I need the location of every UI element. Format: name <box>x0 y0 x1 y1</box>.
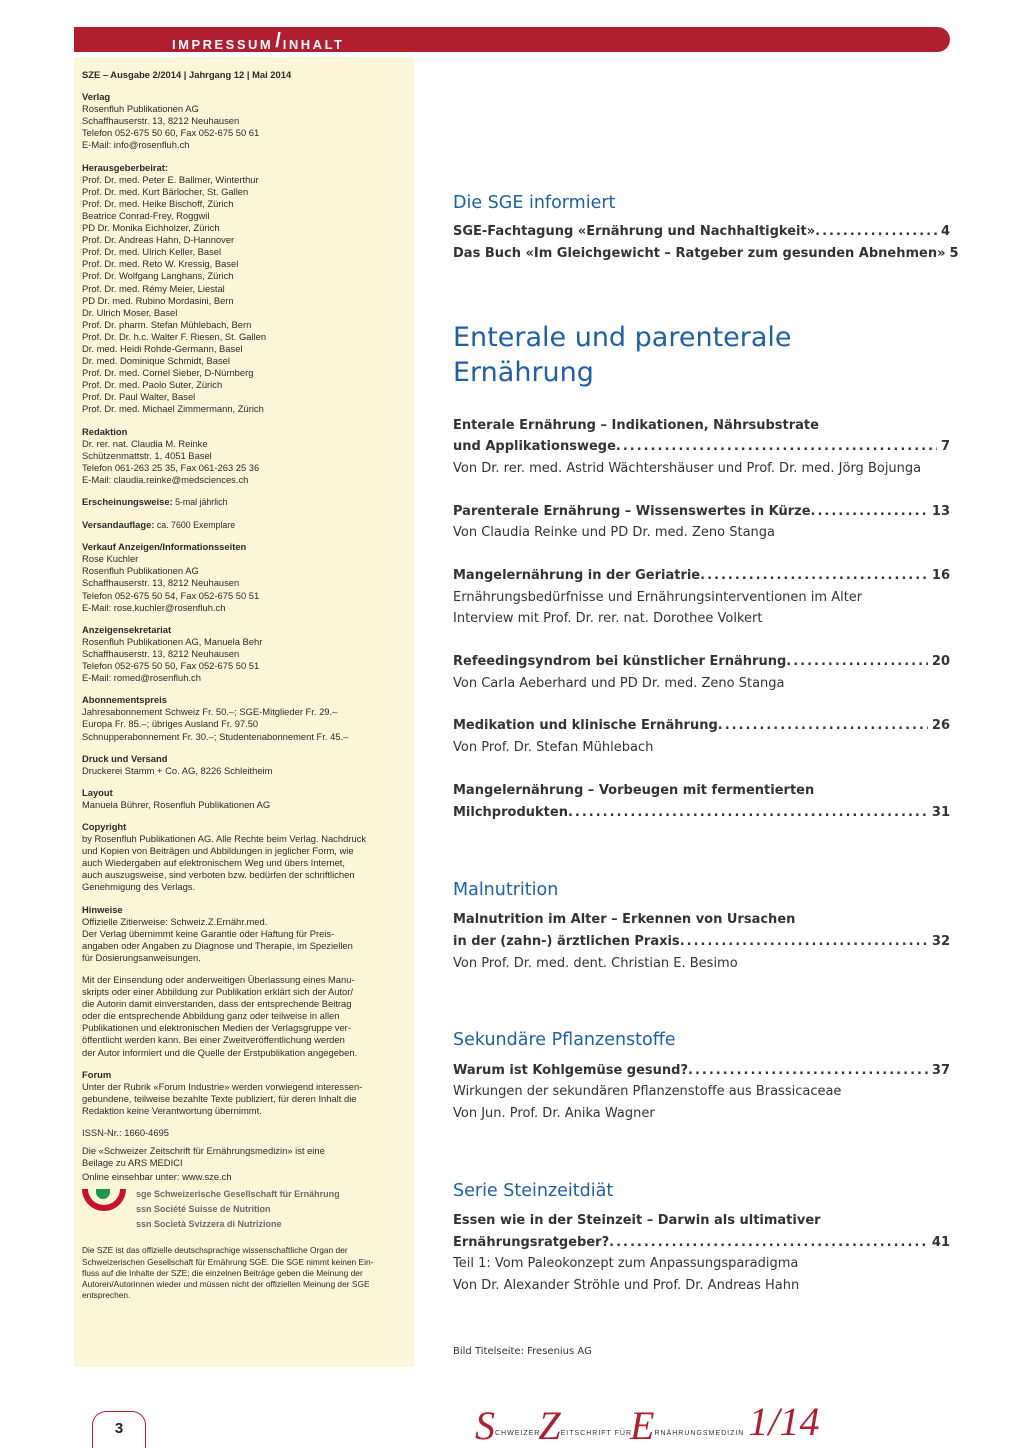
section-title-malnutrition: Malnutrition <box>453 880 559 900</box>
toc-entry-a1-line1: Enterale Ernährung – Indikationen, Nährsubstrate <box>453 418 819 433</box>
toc-title: Das Buch «Im Gleichgewicht – Ratgeber zum gesunden Abnehmen» <box>453 246 946 261</box>
sge-logo-line: sge Schweizerische Gesellschaft für Ernährung <box>136 1189 340 1200</box>
beirat-line: Prof. Dr. med. Ulrich Keller, Basel <box>82 246 222 258</box>
copyright-line: und Kopien von Beiträgen und Abbildungen in jeglicher Form, wie <box>82 845 354 857</box>
toc-page: 41 <box>931 1235 950 1250</box>
beirat-line: PD Dr. Monika Eichholzer, Zürich <box>82 222 220 234</box>
wordmark-s-rest: CHWEIZER <box>495 1430 541 1437</box>
beirat-line: Prof. Dr. med. Heike Bischoff, Zürich <box>82 197 234 209</box>
forum-line: gebundene, teilweise bezahlte Texte publiziert, für deren Inhalt die <box>82 1092 357 1104</box>
forum-block <box>82 1069 408 1117</box>
redaktion-label: Redaktion <box>82 425 128 437</box>
beirat-line: Dr. med. Heidi Rohde-Germann, Basel <box>82 342 243 354</box>
beirat-line: Prof. Dr. med. Rémy Meier, Liestal <box>82 282 225 294</box>
toc-title: in der (zahn-) ärztlichen Praxis <box>453 934 680 949</box>
verlag-label: Verlag <box>82 91 111 103</box>
beirat-line: Beatrice Conrad-Frey, Roggwil <box>82 209 210 221</box>
section-title-enteral-2: Ernährung <box>453 357 594 388</box>
einsendung-line: Publikationen und elektronischen Medien der Verlagsgruppe ver- <box>82 1022 351 1034</box>
versandauflage-label: Versandauflage: <box>82 518 155 530</box>
redaktion-line: Telefon 061-263 25 35, Fax 061-263 25 36 <box>82 461 260 473</box>
wordmark-z-rest: EITSCHRIFT FÜR <box>560 1430 633 1437</box>
sekretariat-line: Schaffhauserstr. 13, 8212 Neuhausen <box>82 647 240 659</box>
einsendung-line: öffentlicht werden kann. Bei einer Zweitveröffentlichung werden <box>82 1034 345 1046</box>
verlag-line: E-Mail: info@rosenfluh.ch <box>82 139 190 151</box>
abo-block <box>82 694 408 742</box>
disclaimer-line: Die SZE ist das offizielle deutschsprachige wissenschaftliche Organ der <box>82 1245 348 1256</box>
hinweis-label: Hinweise <box>82 903 123 915</box>
toc-author: Von Dr. rer. med. Astrid Wächtershäuser und Prof. Dr. med. Jörg Bojunga <box>453 461 922 476</box>
section-title-steinzeit: Serie Steinzeitdiät <box>453 1181 614 1201</box>
beirat-line: Prof. Dr. Wolfgang Langhans, Zürich <box>82 270 234 282</box>
section-header-bar <box>74 27 950 52</box>
toc-subtitle: Wirkungen der sekundären Pflanzenstoffe aus Brassicaceae <box>453 1084 842 1099</box>
einsendung-line: skripts oder einer Abbildung zur Publikation erklärt sich der Autor/ <box>82 986 353 998</box>
beirat-line: Prof. Dr. med. Cornel Sieber, D-Nürnberg <box>82 367 254 379</box>
einsendung-line: der Autor informiert und die Quelle der Erstpublikation angegeben. <box>82 1046 358 1058</box>
toc-title: Mangelernährung in der Geriatrie <box>453 568 701 583</box>
sge-logo-line: ssn Società Svizzera di Nutrizione <box>136 1219 282 1230</box>
toc-author: Von Dr. Alexander Ströhle und Prof. Dr. Andreas Hahn <box>453 1278 800 1293</box>
toc-entry-a6[interactable] <box>453 805 950 820</box>
online-block <box>82 1171 408 1183</box>
verlag-line: Rosenfluh Publikationen AG <box>82 103 199 115</box>
sekretariat-label: Anzeigensekretariat <box>82 623 172 635</box>
druck-block <box>82 753 408 777</box>
toc-page: 31 <box>931 805 950 820</box>
toc-title: Warum ist Kohlgemüse gesund? <box>453 1063 689 1078</box>
toc-title: Milchprodukten <box>453 805 568 820</box>
beirat-line: Prof. Dr. med. Michael Zimmermann, Zürich <box>82 403 264 415</box>
beirat-block <box>82 162 408 416</box>
copyright-line: auch Wiedergaben auf elektronischem Weg und übers Internet, <box>82 857 346 869</box>
abo-label: Abonnementspreis <box>82 694 167 706</box>
section-title-enteral-1: Enterale und parenterale <box>453 322 792 353</box>
beilage-block <box>82 1145 408 1169</box>
beirat-line: Dr. Ulrich Moser, Basel <box>82 306 178 318</box>
verlag-line: Telefon 052-675 50 60, Fax 052-675 50 61 <box>82 127 260 139</box>
toc-leader <box>688 1063 928 1078</box>
sekretariat-line: Telefon 052-675 50 50, Fax 052-675 50 51 <box>82 660 260 672</box>
beirat-line: Prof. Dr. Dr. h.c. Walter F. Riesen, St. Gallen <box>82 330 267 342</box>
einsendung-line: oder die entsprechende Abbildung ganz oder teilweise in allen <box>82 1010 340 1022</box>
verkauf-label: Verkauf Anzeigen/Informationsseiten <box>82 541 247 553</box>
erscheinungsweise-label: Erscheinungsweise: <box>82 496 173 507</box>
beirat-line: Prof. Dr. Andreas Hahn, D-Hannover <box>82 234 235 246</box>
toc-title: Ernährungsratgeber? <box>453 1235 610 1250</box>
redaktion-line: E-Mail: claudia.reinke@medsciences.ch <box>82 473 249 485</box>
section-header-text <box>172 32 345 55</box>
toc-author: Von Prof. Dr. Stefan Mühlebach <box>453 740 654 755</box>
wordmark-e-rest: RNÄHRUNGSMEDIZIN <box>654 1430 745 1437</box>
toc-title: Parenterale Ernährung – Wissenswertes in Kürze <box>453 504 811 519</box>
toc-subtitle: Ernährungsbedürfnisse und Ernährungsinterventionen im Alter <box>453 590 863 605</box>
abo-line: Jahresabonnement Schweiz Fr. 50.–; SGE-Mitglieder Fr. 29.– <box>82 706 338 718</box>
toc-author: Interview mit Prof. Dr. rer. nat. Dorothee Volkert <box>453 611 763 626</box>
toc-entry-a1[interactable] <box>453 439 950 454</box>
verkauf-line: Rosenfluh Publikationen AG <box>82 565 199 577</box>
erscheinungsweise-value: 5-mal jährlich <box>172 497 228 507</box>
toc-entry-sge-1[interactable] <box>453 224 950 239</box>
toc-page: 4 <box>940 224 950 239</box>
toc-entry-stein-line1: Essen wie in der Steinzeit – Darwin als ultimativer <box>453 1213 821 1228</box>
sge-disclaimer <box>82 1245 408 1301</box>
verkauf-block <box>82 541 408 614</box>
header-inhalt: INHALT <box>282 37 345 52</box>
copyright-line: Genehmigung des Verlags. <box>82 881 196 893</box>
verlag-line: Schaffhauserstr. 13, 8212 Neuhausen <box>82 115 240 127</box>
redaktion-line: Schützenmattstr. 1, 4051 Basel <box>82 449 212 461</box>
toc-entry-mal-line1: Malnutrition im Alter – Erkennen von Ursachen <box>453 912 796 927</box>
issue-number: 1/14 <box>748 1399 820 1444</box>
toc-entry-malnutrition[interactable] <box>453 934 950 949</box>
beirat-line: PD Dr. med. Rubino Mordasini, Bern <box>82 294 234 306</box>
toc-title: Refeedingsyndrom bei künstlicher Ernährung <box>453 654 787 669</box>
header-impressum: IMPRESSUM <box>172 37 274 52</box>
redaktion-line: Dr. rer. nat. Claudia M. Reinke <box>82 437 208 449</box>
toc-entry-sge-2[interactable] <box>453 246 959 261</box>
toc-author: Von Prof. Dr. med. dent. Christian E. Besimo <box>453 956 738 971</box>
toc-page: 7 <box>940 439 950 454</box>
disclaimer-line: fluss auf die Inhalte der SZE; die einzelnen Beiträge geben die Meinung der <box>82 1267 363 1278</box>
toc-leader <box>815 224 937 239</box>
layout-line: Manuela Bührer, Rosenfluh Publikationen AG <box>82 798 271 810</box>
toc-title: Medikation und klinische Ernährung <box>453 718 718 733</box>
verkauf-line: E-Mail: rose.kuchler@rosenfluh.ch <box>82 601 226 613</box>
toc-entry-a2[interactable] <box>453 504 950 519</box>
impressum-panel <box>74 57 414 1367</box>
sge-logo <box>82 1187 408 1233</box>
toc-entry-a4[interactable] <box>453 654 950 669</box>
toc-leader <box>680 934 928 949</box>
cover-caption: Bild Titelseite: Fresenius AG <box>453 1346 592 1357</box>
erscheinungsweise <box>82 496 408 509</box>
toc-page: 32 <box>931 934 950 949</box>
impressum-content <box>82 69 408 1301</box>
toc-leader <box>811 504 928 519</box>
einsendung-line: die Autorin damit einverstanden, dass der entsprechende Beitrag <box>82 998 352 1010</box>
toc-leader <box>700 568 928 583</box>
toc-entry-pflanzen[interactable] <box>453 1063 950 1078</box>
beilage-line: Beilage zu ARS MEDICI <box>82 1157 183 1169</box>
header-slash: / <box>275 30 281 52</box>
versandauflage-value: ca. 7600 Exemplare <box>154 519 236 530</box>
section-title-sge: Die SGE informiert <box>453 193 616 213</box>
sekretariat-line: E-Mail: romed@rosenfluh.ch <box>82 672 201 684</box>
redaktion-block <box>82 426 408 486</box>
disclaimer-line: Schweizerischen Gesellschaft für Ernährung SGE. Die SGE nimmt keinen Ein- <box>82 1256 374 1267</box>
beirat-line: Prof. Dr. med. Kurt Bärlocher, St. Gallen <box>82 185 249 197</box>
toc-page: 5 <box>949 246 959 261</box>
toc-leader <box>786 654 928 669</box>
hinweis-line: Offizielle Zitierweise: Schweiz.Z.Ernähr.med. <box>82 915 268 927</box>
copyright-line: by Rosenfluh Publikationen AG. Alle Rechte beim Verlag. Nachdruck <box>82 833 367 845</box>
beirat-line: Prof. Dr. med. Reto W. Kressig, Basel <box>82 258 239 270</box>
beirat-label: Herausgeberbeirat: <box>82 161 168 173</box>
sge-logo-line: ssn Société Suisse de Nutrition <box>136 1204 271 1215</box>
copyright-block <box>82 821 408 894</box>
einsendung-line: Mit der Einsendung oder anderweitigen Überlassung eines Manu- <box>82 974 355 985</box>
toc-entry-steinzeit[interactable] <box>453 1235 950 1250</box>
layout-label: Layout <box>82 786 113 798</box>
issn-block <box>82 1127 408 1139</box>
disclaimer-line: Autoren/Autorinnen wieder und müssen nicht der offiziellen Meinung der SGE <box>82 1279 370 1290</box>
verkauf-line: Schaffhauserstr. 13, 8212 Neuhausen <box>82 577 240 589</box>
page-number: 3 <box>92 1411 146 1448</box>
druck-line: Druckerei Stamm + Co. AG, 8226 Schleitheim <box>82 764 273 776</box>
toc-leader <box>616 439 937 454</box>
toc-page: 16 <box>931 568 950 583</box>
section-title-enteral <box>453 320 792 390</box>
toc-leader <box>609 1235 928 1250</box>
journal-wordmark <box>475 1398 819 1448</box>
toc-title: SGE-Fachtagung «Ernährung und Nachhaltigkeit» <box>453 224 816 239</box>
toc-author: Von Carla Aeberhard und PD Dr. med. Zeno Stanga <box>453 676 785 691</box>
sekretariat-block <box>82 624 408 684</box>
toc-page: 26 <box>931 718 950 733</box>
versandauflage <box>82 519 408 532</box>
abo-line: Europa Fr. 85.–; übriges Ausland Fr. 97.50 <box>82 718 259 730</box>
beirat-line: Prof. Dr. Paul Walter, Basel <box>82 391 196 403</box>
beirat-line: Dr. med. Dominique Schmidt, Basel <box>82 355 230 367</box>
forum-line: Unter der Rubrik «Forum Industrie» werden vorwiegend interessen- <box>82 1080 363 1092</box>
toc-leader <box>718 718 928 733</box>
druck-label: Druck und Versand <box>82 752 168 764</box>
forum-line: Redaktion keine Verantwortung übernimmt. <box>82 1104 262 1116</box>
wordmark-e: E <box>630 1403 655 1448</box>
copyright-label: Copyright <box>82 820 127 832</box>
issue-line-text: SZE – Ausgabe 2/2014 | Jahrgang 12 | Mai 2014 <box>82 69 292 80</box>
verkauf-line: Rose Kuchler <box>82 553 139 565</box>
toc-entry-a6-line1: Mangelernährung – Vorbeugen mit fermentierten <box>453 783 815 798</box>
toc-title: und Applikationswege <box>453 439 616 454</box>
layout-block <box>82 787 408 811</box>
disclaimer-line: entsprechen. <box>82 1290 131 1301</box>
section-title-pflanzenstoffe: Sekundäre Pflanzenstoffe <box>453 1030 676 1050</box>
toc-page: 13 <box>931 504 950 519</box>
beirat-line: Prof. Dr. med. Peter E. Ballmer, Winterthur <box>82 173 259 185</box>
toc-subtitle: Teil 1: Vom Paleokonzept zum Anpassungsparadigma <box>453 1256 799 1271</box>
hinweis-line: für Dosierungsanweisungen. <box>82 951 201 963</box>
online-line: Online einsehbar unter: www.sze.ch <box>82 1171 232 1183</box>
beilage-line: Die «Schweizer Zeitschrift für Ernährungsmedizin» ist eine <box>82 1145 325 1157</box>
sge-logo-text <box>136 1187 340 1232</box>
toc-entry-a5[interactable] <box>453 718 950 733</box>
hinweis-block <box>82 904 408 964</box>
toc-page: 20 <box>931 654 950 669</box>
toc-author: Von Jun. Prof. Dr. Anika Wagner <box>453 1106 655 1121</box>
toc-page: 37 <box>931 1063 950 1078</box>
abo-line: Schnupperabonnement Fr. 30.–; Studentenabonnement Fr. 45.– <box>82 730 349 742</box>
wordmark-z: Z <box>538 1403 561 1448</box>
sekretariat-line: Rosenfluh Publikationen AG, Manuela Behr <box>82 635 263 647</box>
issn-line: ISSN-Nr.: 1660-4695 <box>82 1127 170 1139</box>
toc-leader <box>568 805 928 820</box>
einsendung-block <box>82 974 408 1059</box>
toc-author: Von Claudia Reinke und PD Dr. med. Zeno Stanga <box>453 525 776 540</box>
forum-label: Forum <box>82 1068 112 1080</box>
verkauf-line: Telefon 052-675 50 54, Fax 052-675 50 51 <box>82 589 260 601</box>
beirat-line: Prof. Dr. med. Paolo Suter, Zürich <box>82 379 223 391</box>
beirat-line: Prof. Dr. pharm. Stefan Mühlebach, Bern <box>82 318 252 330</box>
issue-line <box>82 69 408 81</box>
hinweis-line: angaben oder Angaben zu Diagnose und Therapie, im Speziellen <box>82 939 353 951</box>
hinweis-line: Der Verlag übernimmt keine Garantie oder Haftung für Preis- <box>82 927 335 939</box>
copyright-line: auch auszugsweise, sind verboten bzw. bedürfen der schriftlichen <box>82 869 355 881</box>
verlag-block <box>82 91 408 151</box>
wordmark-s: S <box>475 1403 495 1448</box>
toc-entry-a3[interactable] <box>453 568 950 583</box>
